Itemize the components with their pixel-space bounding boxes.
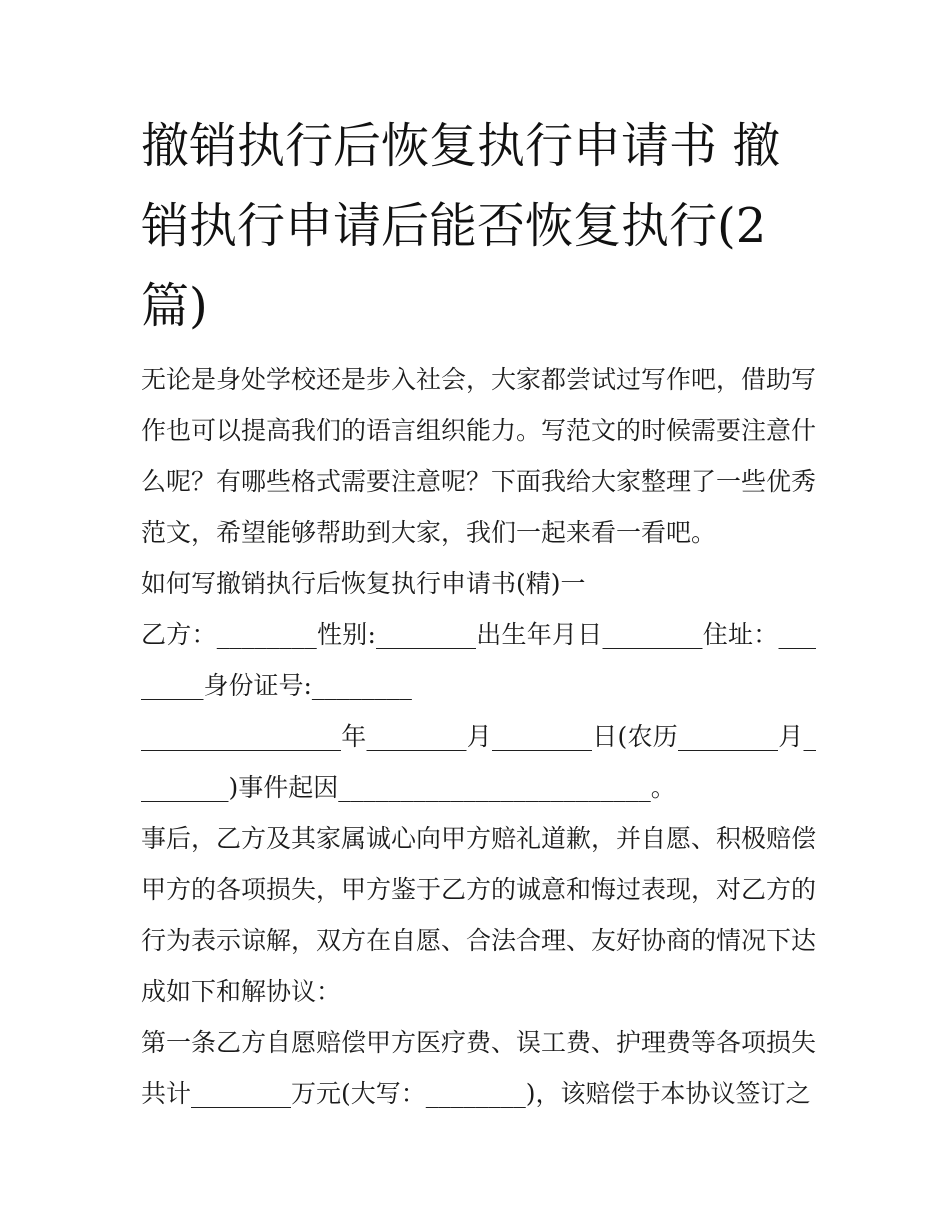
intro-paragraph: 无论是身处学校还是步入社会，大家都尝试过写作吧，借助写作也可以提高我们的语言组织能力。写范文的时候需要注意什么呢？有哪些格式需要注意呢？下面我给大家整理了一些优秀范文，希望能够帮助到大家，我们一起来看一看吧。 bbox=[141, 365, 817, 547]
section-heading: 如何写撤销执行后恢复执行申请书(精)一 bbox=[141, 569, 586, 598]
party-b-info: 乙方：________性别:________出生年月日________住址：________身份证号:________ bbox=[141, 620, 816, 700]
incident-date-cause: ________________年________月________日(农历________月________)事件起因_________________________。 bbox=[141, 722, 816, 802]
document-title: 撤销执行后恢复执行申请书 撤销执行申请后能否恢复执行(2篇) bbox=[141, 118, 781, 334]
article-one: 第一条乙方自愿赔偿甲方医疗费、误工费、护理费等各项损失共计________万元(大写：________)，该赔偿于本协议签订之 bbox=[141, 1028, 817, 1108]
reconciliation-paragraph: 事后，乙方及其家属诚心向甲方赔礼道歉，并自愿、积极赔偿甲方的各项损失，甲方鉴于乙方的诚意和悔过表现，对乙方的行为表示谅解，双方在自愿、合法合理、友好协商的情况下达成如下和解协议： bbox=[141, 824, 817, 1006]
document-body bbox=[141, 354, 816, 1119]
